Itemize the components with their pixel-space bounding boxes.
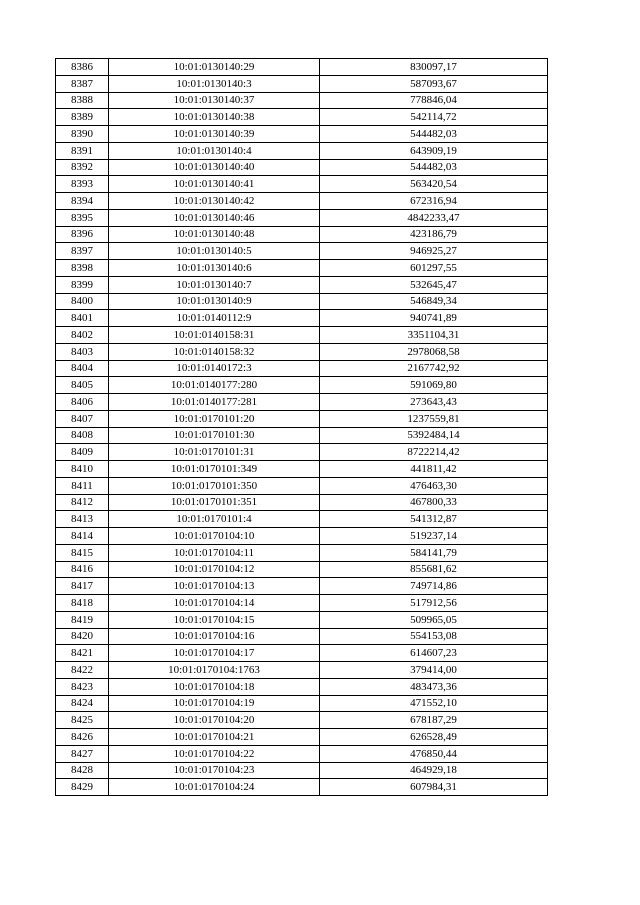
row-number-cell: 8429: [56, 779, 109, 796]
value-cell: 940741,89: [320, 310, 548, 327]
table-row: [56, 561, 548, 578]
value-cell: 467800,33: [320, 494, 548, 511]
table-row: [56, 92, 548, 109]
value-cell: 855681,62: [320, 561, 548, 578]
row-number-cell: 8427: [56, 745, 109, 762]
cadastral-number-cell: 10:01:0170101:4: [109, 511, 320, 528]
cadastral-number-cell: 10:01:0130140:29: [109, 59, 320, 76]
row-number-cell: 8410: [56, 461, 109, 478]
row-number-cell: 8396: [56, 226, 109, 243]
value-cell: 5392484,14: [320, 427, 548, 444]
table-row: [56, 293, 548, 310]
table-row: [56, 276, 548, 293]
row-number-cell: 8394: [56, 193, 109, 210]
table-row: [56, 595, 548, 612]
value-cell: 678187,29: [320, 712, 548, 729]
row-number-cell: 8404: [56, 360, 109, 377]
cadastral-number-cell: 10:01:0170101:20: [109, 410, 320, 427]
table-row: [56, 327, 548, 344]
value-cell: 544482,03: [320, 159, 548, 176]
cadastral-number-cell: 10:01:0170104:11: [109, 544, 320, 561]
table-row: [56, 343, 548, 360]
table-row: [56, 461, 548, 478]
table-row: [56, 109, 548, 126]
row-number-cell: 8392: [56, 159, 109, 176]
value-cell: 542114,72: [320, 109, 548, 126]
table-row: [56, 745, 548, 762]
table-row: [56, 193, 548, 210]
row-number-cell: 8420: [56, 628, 109, 645]
table-body: [56, 59, 548, 796]
value-cell: 643909,19: [320, 142, 548, 159]
value-cell: 749714,86: [320, 578, 548, 595]
row-number-cell: 8408: [56, 427, 109, 444]
cadastral-number-cell: 10:01:0130140:6: [109, 260, 320, 277]
cadastral-number-cell: 10:01:0170104:20: [109, 712, 320, 729]
table-row: [56, 260, 548, 277]
cadastral-number-cell: 10:01:0170101:30: [109, 427, 320, 444]
row-number-cell: 8403: [56, 343, 109, 360]
table-row: [56, 310, 548, 327]
cadastral-number-cell: 10:01:0130140:46: [109, 209, 320, 226]
table-row: [56, 578, 548, 595]
table-row: [56, 126, 548, 143]
value-cell: 591069,80: [320, 377, 548, 394]
row-number-cell: 8398: [56, 260, 109, 277]
row-number-cell: 8413: [56, 511, 109, 528]
row-number-cell: 8428: [56, 762, 109, 779]
value-cell: 830097,17: [320, 59, 548, 76]
table-row: [56, 444, 548, 461]
row-number-cell: 8402: [56, 327, 109, 344]
value-cell: 8722214,42: [320, 444, 548, 461]
value-cell: 946925,27: [320, 243, 548, 260]
value-cell: 601297,55: [320, 260, 548, 277]
row-number-cell: 8412: [56, 494, 109, 511]
value-cell: 544482,03: [320, 126, 548, 143]
value-cell: 584141,79: [320, 544, 548, 561]
row-number-cell: 8411: [56, 477, 109, 494]
row-number-cell: 8423: [56, 678, 109, 695]
table-row: [56, 410, 548, 427]
row-number-cell: 8422: [56, 662, 109, 679]
cadastral-number-cell: 10:01:0170104:13: [109, 578, 320, 595]
cadastral-number-cell: 10:01:0140177:280: [109, 377, 320, 394]
table-row: [56, 142, 548, 159]
value-cell: 464929,18: [320, 762, 548, 779]
table-row: [56, 528, 548, 545]
table-row: [56, 477, 548, 494]
row-number-cell: 8388: [56, 92, 109, 109]
value-cell: 2978068,58: [320, 343, 548, 360]
row-number-cell: 8417: [56, 578, 109, 595]
value-cell: 509965,05: [320, 611, 548, 628]
cadastral-number-cell: 10:01:0130140:40: [109, 159, 320, 176]
cadastral-number-cell: 10:01:0130140:5: [109, 243, 320, 260]
cadastral-number-cell: 10:01:0170104:19: [109, 695, 320, 712]
row-number-cell: 8416: [56, 561, 109, 578]
row-number-cell: 8424: [56, 695, 109, 712]
cadastral-number-cell: 10:01:0170104:22: [109, 745, 320, 762]
row-number-cell: 8393: [56, 176, 109, 193]
value-cell: 471552,10: [320, 695, 548, 712]
row-number-cell: 8419: [56, 611, 109, 628]
cadastral-number-cell: 10:01:0170101:349: [109, 461, 320, 478]
row-number-cell: 8407: [56, 410, 109, 427]
cadastral-number-cell: 10:01:0170104:16: [109, 628, 320, 645]
row-number-cell: 8399: [56, 276, 109, 293]
value-cell: 563420,54: [320, 176, 548, 193]
value-cell: 546849,34: [320, 293, 548, 310]
table-row: [56, 59, 548, 76]
row-number-cell: 8414: [56, 528, 109, 545]
cadastral-number-cell: 10:01:0170104:21: [109, 729, 320, 746]
table-row: [56, 762, 548, 779]
row-number-cell: 8409: [56, 444, 109, 461]
cadastral-number-cell: 10:01:0170104:14: [109, 595, 320, 612]
row-number-cell: 8418: [56, 595, 109, 612]
cadastral-number-cell: 10:01:0170104:17: [109, 645, 320, 662]
value-cell: 778846,04: [320, 92, 548, 109]
table-row: [56, 159, 548, 176]
row-number-cell: 8415: [56, 544, 109, 561]
value-cell: 626528,49: [320, 729, 548, 746]
cadastral-number-cell: 10:01:0170101:350: [109, 477, 320, 494]
cadastral-number-cell: 10:01:0130140:9: [109, 293, 320, 310]
cadastral-number-cell: 10:01:0170104:10: [109, 528, 320, 545]
value-cell: 3351104,31: [320, 327, 548, 344]
row-number-cell: 8386: [56, 59, 109, 76]
row-number-cell: 8390: [56, 126, 109, 143]
table-row: [56, 511, 548, 528]
cadastral-number-cell: 10:01:0130140:39: [109, 126, 320, 143]
table-row: [56, 394, 548, 411]
table-row: [56, 176, 548, 193]
value-cell: 554153,08: [320, 628, 548, 645]
table-row: [56, 243, 548, 260]
value-cell: 519237,14: [320, 528, 548, 545]
cadastral-number-cell: 10:01:0140158:31: [109, 327, 320, 344]
cadastral-number-cell: 10:01:0170104:23: [109, 762, 320, 779]
value-cell: 614607,23: [320, 645, 548, 662]
row-number-cell: 8389: [56, 109, 109, 126]
table-row: [56, 226, 548, 243]
cadastral-number-cell: 10:01:0130140:48: [109, 226, 320, 243]
row-number-cell: 8391: [56, 142, 109, 159]
cadastral-number-cell: 10:01:0130140:3: [109, 75, 320, 92]
row-number-cell: 8401: [56, 310, 109, 327]
table-row: [56, 209, 548, 226]
table-row: [56, 75, 548, 92]
table-row: [56, 611, 548, 628]
value-cell: 672316,94: [320, 193, 548, 210]
row-number-cell: 8397: [56, 243, 109, 260]
value-cell: 441811,42: [320, 461, 548, 478]
row-number-cell: 8425: [56, 712, 109, 729]
cadastral-number-cell: 10:01:0140112:9: [109, 310, 320, 327]
value-cell: 541312,87: [320, 511, 548, 528]
value-cell: 476463,30: [320, 477, 548, 494]
row-number-cell: 8421: [56, 645, 109, 662]
row-number-cell: 8395: [56, 209, 109, 226]
cadastral-number-cell: 10:01:0170101:31: [109, 444, 320, 461]
table-row: [56, 678, 548, 695]
cadastral-number-cell: 10:01:0130140:7: [109, 276, 320, 293]
row-number-cell: 8405: [56, 377, 109, 394]
cadastral-number-cell: 10:01:0170104:15: [109, 611, 320, 628]
cadastral-number-cell: 10:01:0170101:351: [109, 494, 320, 511]
value-cell: 2167742,92: [320, 360, 548, 377]
cadastral-number-cell: 10:01:0170104:18: [109, 678, 320, 695]
table-row: [56, 729, 548, 746]
row-number-cell: 8400: [56, 293, 109, 310]
table-row: [56, 377, 548, 394]
table-row: [56, 427, 548, 444]
row-number-cell: 8387: [56, 75, 109, 92]
data-table: [55, 58, 548, 796]
table-row: [56, 645, 548, 662]
value-cell: 379414,00: [320, 662, 548, 679]
cadastral-number-cell: 10:01:0130140:41: [109, 176, 320, 193]
table-row: [56, 695, 548, 712]
value-cell: 587093,67: [320, 75, 548, 92]
table-row: [56, 494, 548, 511]
table-row: [56, 712, 548, 729]
cadastral-number-cell: 10:01:0130140:42: [109, 193, 320, 210]
table-row: [56, 662, 548, 679]
value-cell: 423186,79: [320, 226, 548, 243]
value-cell: 607984,31: [320, 779, 548, 796]
table-row: [56, 779, 548, 796]
cadastral-number-cell: 10:01:0130140:4: [109, 142, 320, 159]
cadastral-number-cell: 10:01:0140177:281: [109, 394, 320, 411]
row-number-cell: 8426: [56, 729, 109, 746]
table-row: [56, 544, 548, 561]
cadastral-number-cell: 10:01:0130140:37: [109, 92, 320, 109]
cadastral-number-cell: 10:01:0170104:1763: [109, 662, 320, 679]
row-number-cell: 8406: [56, 394, 109, 411]
value-cell: 483473,36: [320, 678, 548, 695]
cadastral-number-cell: 10:01:0140172:3: [109, 360, 320, 377]
cadastral-number-cell: 10:01:0170104:12: [109, 561, 320, 578]
cadastral-number-cell: 10:01:0140158:32: [109, 343, 320, 360]
cadastral-number-cell: 10:01:0170104:24: [109, 779, 320, 796]
table-row: [56, 360, 548, 377]
value-cell: 517912,56: [320, 595, 548, 612]
value-cell: 1237559,81: [320, 410, 548, 427]
value-cell: 273643,43: [320, 394, 548, 411]
value-cell: 532645,47: [320, 276, 548, 293]
value-cell: 4842233,47: [320, 209, 548, 226]
cadastral-number-cell: 10:01:0130140:38: [109, 109, 320, 126]
value-cell: 476850,44: [320, 745, 548, 762]
table-row: [56, 628, 548, 645]
